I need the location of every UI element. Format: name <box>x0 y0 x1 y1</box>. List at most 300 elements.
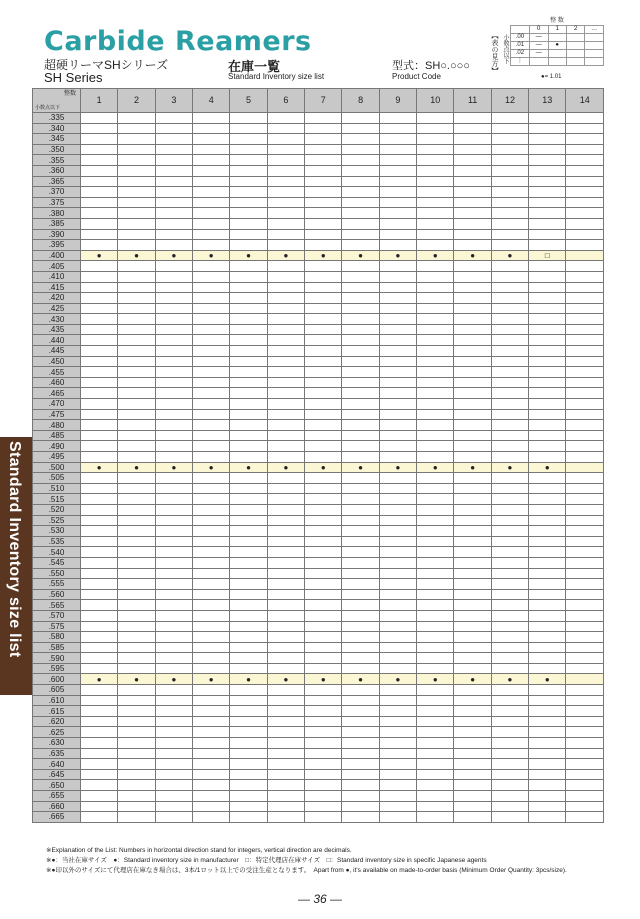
column-header: 8 <box>342 89 379 113</box>
table-cell <box>342 494 379 505</box>
table-cell <box>81 282 118 293</box>
table-cell <box>305 621 342 632</box>
table-cell <box>305 113 342 124</box>
table-cell <box>454 165 491 176</box>
table-cell <box>267 706 304 717</box>
table-cell <box>417 197 454 208</box>
table-cell <box>491 452 528 463</box>
table-cell <box>155 441 192 452</box>
table-cell <box>379 526 416 537</box>
table-cell <box>454 526 491 537</box>
table-cell <box>267 780 304 791</box>
table-cell <box>379 621 416 632</box>
table-cell <box>305 526 342 537</box>
table-cell <box>230 197 267 208</box>
table-row <box>33 600 604 611</box>
table-cell <box>305 727 342 738</box>
table-cell <box>118 218 155 229</box>
table-cell <box>230 134 267 145</box>
table-cell <box>230 557 267 568</box>
table-cell <box>491 610 528 621</box>
table-cell <box>230 303 267 314</box>
table-cell <box>267 420 304 431</box>
table-cell <box>379 155 416 166</box>
table-cell <box>379 791 416 802</box>
row-header: .600 <box>33 674 81 685</box>
table-row <box>33 314 604 325</box>
table-cell <box>566 155 604 166</box>
table-cell <box>379 536 416 547</box>
table-cell <box>193 653 230 664</box>
table-cell <box>230 324 267 335</box>
table-cell <box>529 791 566 802</box>
table-row <box>33 335 604 346</box>
table-cell <box>118 144 155 155</box>
table-cell <box>193 769 230 780</box>
table-cell <box>417 557 454 568</box>
table-cell <box>566 271 604 282</box>
table-row <box>33 134 604 145</box>
table-cell <box>118 293 155 304</box>
table-cell <box>379 483 416 494</box>
table-cell <box>566 674 604 685</box>
table-cell <box>155 282 192 293</box>
table-cell <box>81 113 118 124</box>
table-cell: ● <box>230 250 267 261</box>
table-cell <box>230 727 267 738</box>
table-cell <box>267 377 304 388</box>
table-cell <box>155 271 192 282</box>
table-cell <box>118 420 155 431</box>
row-header: .575 <box>33 621 81 632</box>
table-cell <box>305 187 342 198</box>
table-cell <box>118 134 155 145</box>
table-cell <box>193 144 230 155</box>
table-cell <box>267 653 304 664</box>
table-cell <box>118 197 155 208</box>
table-cell <box>230 165 267 176</box>
table-cell <box>454 738 491 749</box>
table-cell <box>193 346 230 357</box>
table-cell <box>342 769 379 780</box>
table-cell <box>566 324 604 335</box>
table-cell <box>379 144 416 155</box>
table-cell <box>81 271 118 282</box>
table-cell <box>230 579 267 590</box>
table-cell <box>342 780 379 791</box>
table-cell <box>417 367 454 378</box>
table-cell <box>267 568 304 579</box>
table-cell <box>454 663 491 674</box>
table-row <box>33 420 604 431</box>
row-header: .400 <box>33 250 81 261</box>
table-cell <box>491 504 528 515</box>
how-to-read-table <box>510 18 604 66</box>
table-cell <box>454 430 491 441</box>
table-cell <box>155 430 192 441</box>
table-cell <box>566 165 604 176</box>
table-row <box>33 621 604 632</box>
table-cell <box>454 780 491 791</box>
table-cell <box>305 441 342 452</box>
table-cell <box>342 409 379 420</box>
table-cell <box>230 113 267 124</box>
column-header: 4 <box>193 89 230 113</box>
footnote: ※Explanation of the List: Numbers in horizontal direction stand for integers, vertical direction are decimals. <box>46 847 352 854</box>
table-row <box>33 759 604 770</box>
table-cell <box>155 504 192 515</box>
table-cell <box>566 377 604 388</box>
table-cell <box>342 695 379 706</box>
table-cell <box>454 695 491 706</box>
table-cell <box>417 240 454 251</box>
table-cell <box>193 738 230 749</box>
table-cell <box>491 716 528 727</box>
row-header: .395 <box>33 240 81 251</box>
table-cell <box>305 134 342 145</box>
table-cell <box>305 780 342 791</box>
table-cell <box>379 568 416 579</box>
table-cell <box>230 377 267 388</box>
row-header: .590 <box>33 653 81 664</box>
table-row <box>33 218 604 229</box>
column-header: 14 <box>566 89 604 113</box>
brand-logo: Carbide Reamers <box>44 26 312 57</box>
table-cell <box>379 208 416 219</box>
table-cell <box>491 738 528 749</box>
table-cell <box>529 504 566 515</box>
table-cell <box>566 113 604 124</box>
table-cell <box>566 706 604 717</box>
table-cell <box>379 367 416 378</box>
table-cell <box>342 293 379 304</box>
table-cell <box>454 367 491 378</box>
table-row <box>33 706 604 717</box>
table-cell <box>454 399 491 410</box>
table-cell <box>230 706 267 717</box>
table-cell <box>454 377 491 388</box>
table-cell <box>529 780 566 791</box>
table-cell <box>454 716 491 727</box>
table-cell <box>529 293 566 304</box>
table-cell <box>267 282 304 293</box>
table-cell <box>491 748 528 759</box>
row-header: .410 <box>33 271 81 282</box>
table-cell <box>417 388 454 399</box>
table-cell <box>454 483 491 494</box>
table-cell <box>417 589 454 600</box>
table-cell <box>230 155 267 166</box>
table-cell: ● <box>230 674 267 685</box>
table-cell <box>230 356 267 367</box>
footnote: ※●印以外のサイズにて代理店在庫なき場合は、3本/1ロット以上での受注生産となります。 Apart from ●, it's available on made-to-order basis (Minimum Order Quantity: 3pcs/size). <box>46 867 567 874</box>
table-cell <box>566 134 604 145</box>
table-cell <box>342 600 379 611</box>
table-cell <box>566 335 604 346</box>
table-cell <box>566 695 604 706</box>
table-cell <box>342 144 379 155</box>
table-cell <box>118 515 155 526</box>
table-cell <box>230 420 267 431</box>
table-row <box>33 441 604 452</box>
table-cell <box>193 134 230 145</box>
table-cell <box>81 134 118 145</box>
table-cell <box>342 452 379 463</box>
series-title-en: SH Series <box>44 70 103 85</box>
table-cell <box>118 324 155 335</box>
table-cell <box>379 218 416 229</box>
table-cell: ● <box>454 674 491 685</box>
table-cell <box>81 812 118 823</box>
table-row <box>33 536 604 547</box>
table-cell <box>267 663 304 674</box>
table-row <box>33 695 604 706</box>
table-cell <box>566 515 604 526</box>
table-cell <box>454 504 491 515</box>
table-cell <box>118 526 155 537</box>
table-cell <box>118 791 155 802</box>
table-cell <box>81 165 118 176</box>
table-cell <box>454 769 491 780</box>
column-header: 5 <box>230 89 267 113</box>
table-cell <box>118 685 155 696</box>
table-cell <box>491 303 528 314</box>
table-cell <box>566 303 604 314</box>
how-to-row-header: .00 <box>511 34 530 42</box>
table-cell <box>118 727 155 738</box>
row-header: .545 <box>33 557 81 568</box>
table-cell <box>267 176 304 187</box>
table-cell <box>230 399 267 410</box>
table-cell <box>155 706 192 717</box>
table-cell <box>305 367 342 378</box>
table-cell <box>454 176 491 187</box>
how-to-cell <box>566 34 584 42</box>
table-cell <box>155 716 192 727</box>
table-cell <box>417 579 454 590</box>
table-cell <box>491 727 528 738</box>
table-cell <box>417 632 454 643</box>
list-title-ja: 在庫一覧 <box>228 59 281 74</box>
table-cell <box>566 663 604 674</box>
footnotes <box>46 846 567 876</box>
table-cell <box>491 197 528 208</box>
table-cell <box>454 293 491 304</box>
row-header: .615 <box>33 706 81 717</box>
table-cell <box>305 324 342 335</box>
table-cell <box>81 515 118 526</box>
table-cell <box>81 314 118 325</box>
row-header: .360 <box>33 165 81 176</box>
how-to-cell: — <box>529 50 548 58</box>
row-header: .390 <box>33 229 81 240</box>
table-cell <box>267 314 304 325</box>
how-to-cell: — <box>529 42 548 50</box>
table-cell <box>118 780 155 791</box>
table-cell <box>118 748 155 759</box>
table-cell <box>491 123 528 134</box>
table-cell <box>81 430 118 441</box>
table-cell <box>454 473 491 484</box>
table-cell <box>566 600 604 611</box>
table-cell <box>529 526 566 537</box>
table-cell <box>379 176 416 187</box>
table-cell: ● <box>267 250 304 261</box>
row-header: .355 <box>33 155 81 166</box>
how-to-cell <box>529 58 548 66</box>
table-cell <box>342 621 379 632</box>
table-cell <box>417 324 454 335</box>
table-cell <box>118 452 155 463</box>
table-cell <box>81 695 118 706</box>
table-cell <box>379 706 416 717</box>
column-header: 6 <box>267 89 304 113</box>
table-cell <box>342 430 379 441</box>
table-cell <box>193 663 230 674</box>
table-cell: ● <box>81 250 118 261</box>
row-header: .460 <box>33 377 81 388</box>
table-row <box>33 176 604 187</box>
table-cell <box>491 335 528 346</box>
table-cell <box>379 356 416 367</box>
table-cell <box>342 123 379 134</box>
table-cell <box>566 716 604 727</box>
table-cell <box>118 271 155 282</box>
table-cell <box>454 388 491 399</box>
table-cell <box>267 748 304 759</box>
table-cell <box>491 430 528 441</box>
table-cell <box>155 759 192 770</box>
table-cell <box>305 642 342 653</box>
table-cell <box>81 261 118 272</box>
product-code-en: Product Code <box>392 72 441 81</box>
table-row <box>33 324 604 335</box>
table-cell <box>566 589 604 600</box>
table-cell <box>379 653 416 664</box>
table-cell <box>305 293 342 304</box>
table-cell <box>193 589 230 600</box>
table-cell <box>566 176 604 187</box>
table-cell <box>118 473 155 484</box>
table-cell <box>267 801 304 812</box>
table-cell <box>267 144 304 155</box>
table-cell <box>193 324 230 335</box>
table-cell: ● <box>491 674 528 685</box>
table-cell <box>155 176 192 187</box>
table-cell <box>454 134 491 145</box>
table-row <box>33 642 604 653</box>
table-cell <box>155 240 192 251</box>
table-cell <box>342 663 379 674</box>
table-cell <box>193 642 230 653</box>
table-cell <box>81 685 118 696</box>
table-cell <box>230 229 267 240</box>
table-cell <box>454 748 491 759</box>
table-cell <box>81 483 118 494</box>
table-cell <box>529 685 566 696</box>
how-to-cell <box>585 50 604 58</box>
row-header: .430 <box>33 314 81 325</box>
table-cell <box>155 568 192 579</box>
table-cell <box>342 441 379 452</box>
table-row <box>33 748 604 759</box>
table-cell <box>417 663 454 674</box>
table-cell: ● <box>155 462 192 473</box>
table-cell <box>305 240 342 251</box>
how-to-int-axis-label: 整 数 <box>550 18 564 24</box>
table-cell <box>193 706 230 717</box>
table-row <box>33 780 604 791</box>
table-cell <box>81 123 118 134</box>
table-cell <box>230 695 267 706</box>
table-cell <box>155 589 192 600</box>
table-cell <box>81 504 118 515</box>
how-to-read-label: 【表の見方】 <box>491 32 498 74</box>
table-cell <box>379 748 416 759</box>
table-cell <box>267 504 304 515</box>
table-cell <box>529 579 566 590</box>
table-cell <box>491 621 528 632</box>
table-cell <box>305 356 342 367</box>
table-row <box>33 557 604 568</box>
table-cell <box>81 600 118 611</box>
table-cell <box>529 653 566 664</box>
table-row <box>33 303 604 314</box>
table-cell <box>566 346 604 357</box>
table-cell <box>342 716 379 727</box>
table-cell <box>566 568 604 579</box>
table-cell: ● <box>417 462 454 473</box>
table-cell <box>491 483 528 494</box>
table-cell <box>193 494 230 505</box>
table-cell <box>342 557 379 568</box>
how-to-row-header: ⋮ <box>511 58 530 66</box>
row-header: .475 <box>33 409 81 420</box>
table-cell <box>491 165 528 176</box>
table-cell <box>379 759 416 770</box>
table-cell <box>267 483 304 494</box>
row-header: .610 <box>33 695 81 706</box>
table-cell <box>454 155 491 166</box>
table-cell <box>342 240 379 251</box>
table-cell <box>230 452 267 463</box>
table-cell <box>118 579 155 590</box>
table-cell: ● <box>193 250 230 261</box>
table-cell <box>529 452 566 463</box>
table-cell <box>379 769 416 780</box>
table-cell <box>454 759 491 770</box>
row-header: .350 <box>33 144 81 155</box>
row-header: .415 <box>33 282 81 293</box>
table-cell <box>118 759 155 770</box>
table-cell <box>155 197 192 208</box>
side-tab-label: Standard Inventory size list <box>6 441 23 658</box>
table-cell <box>118 610 155 621</box>
table-row <box>33 356 604 367</box>
table-cell <box>230 144 267 155</box>
table-cell <box>379 642 416 653</box>
table-cell <box>417 494 454 505</box>
table-cell <box>155 208 192 219</box>
table-cell <box>529 218 566 229</box>
table-cell <box>417 515 454 526</box>
table-cell <box>417 335 454 346</box>
table-cell <box>379 165 416 176</box>
table-cell <box>342 377 379 388</box>
table-row <box>33 250 604 261</box>
row-header: .645 <box>33 769 81 780</box>
table-cell <box>454 801 491 812</box>
